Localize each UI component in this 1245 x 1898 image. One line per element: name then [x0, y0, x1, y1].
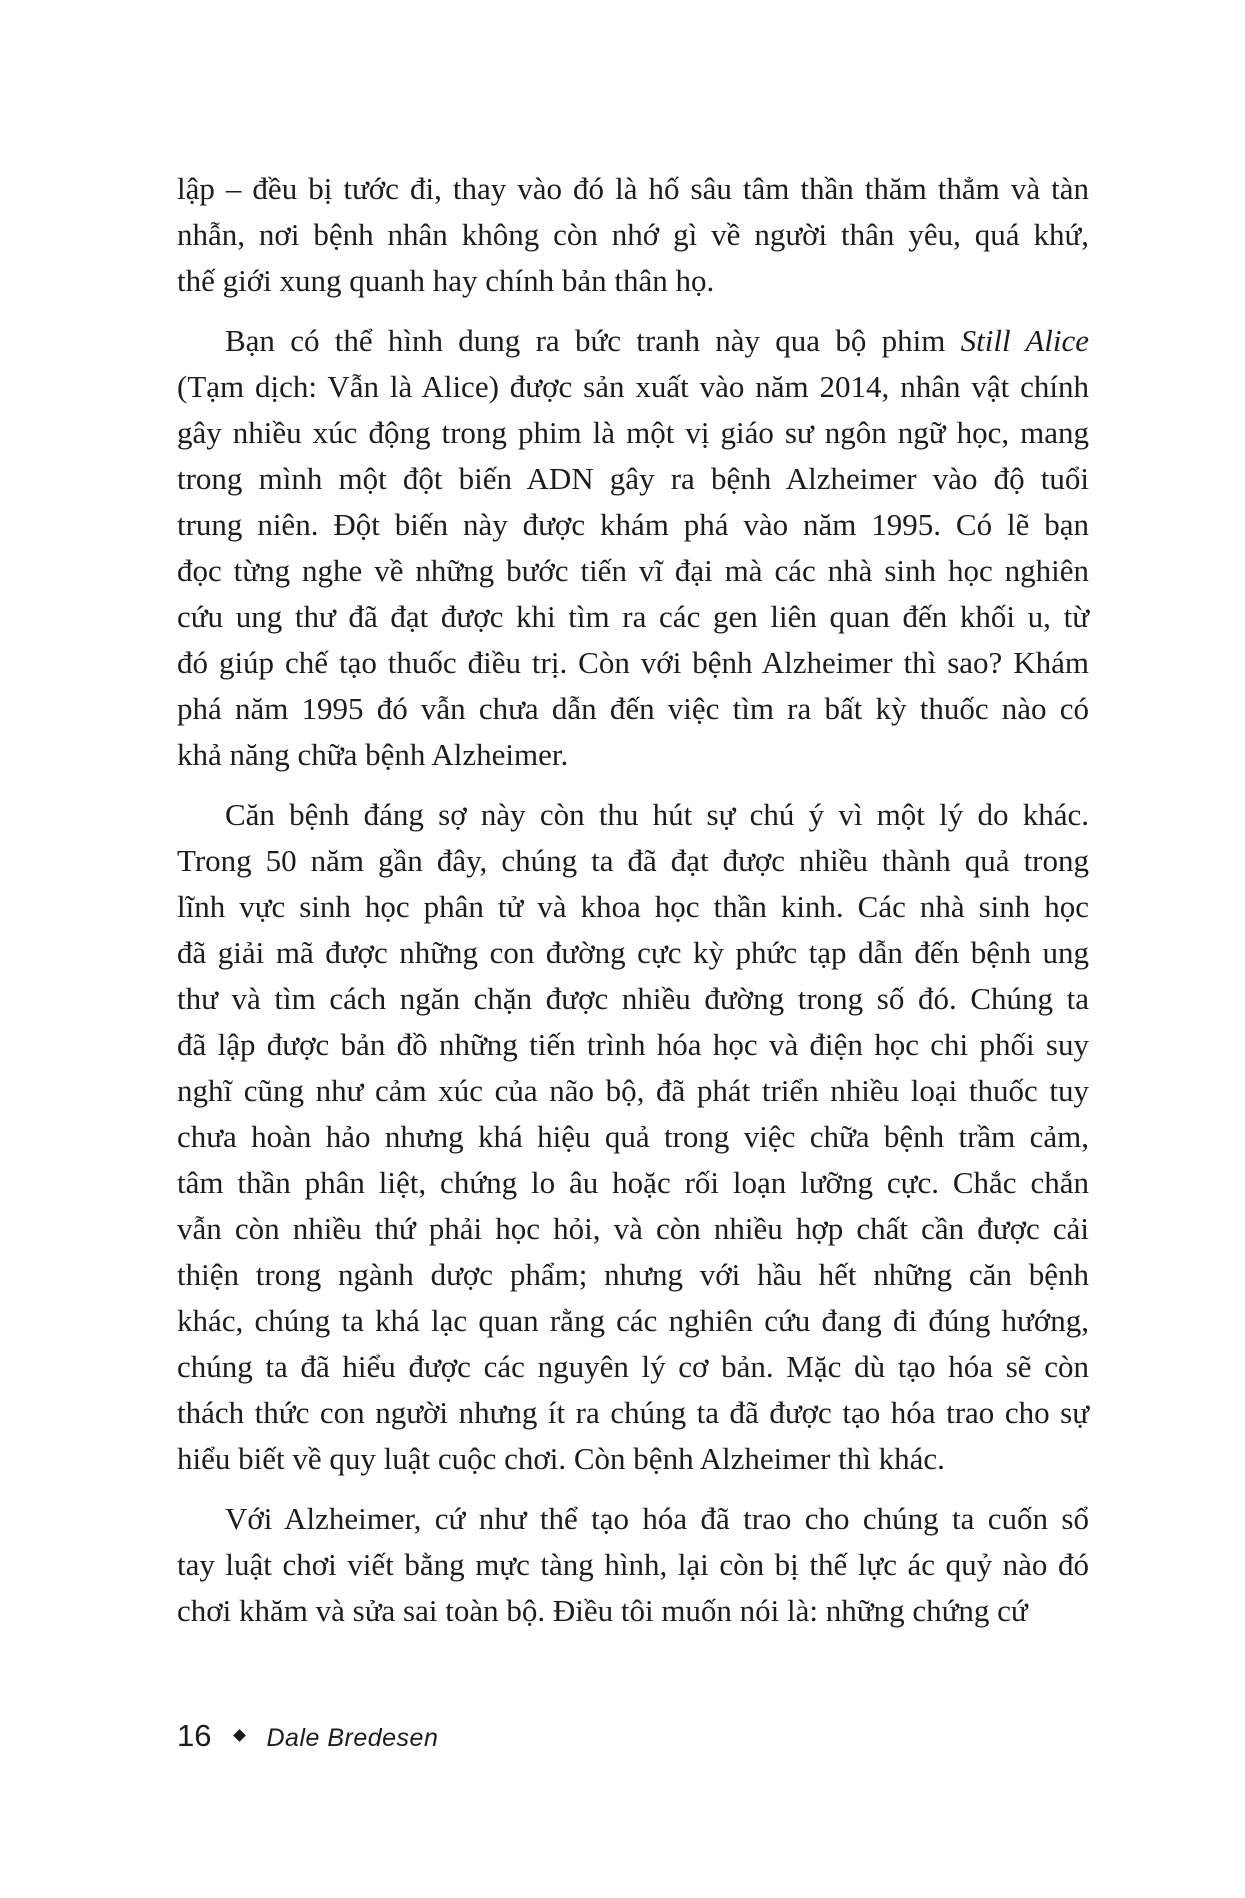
text-line: khả năng chữa bệnh Alzheimer.: [177, 737, 569, 772]
text-line: nhẫn, nơi bệnh nhân không còn nhớ gì về người thân yêu, quá khứ,: [177, 217, 1089, 252]
text-line: thế giới xung quanh hay chính bản thân họ.: [177, 263, 715, 298]
page-footer: [177, 1718, 438, 1754]
running-author: Dale Bredesen: [266, 1724, 439, 1752]
text-line: chơi khăm và sửa sai toàn bộ. Điều tôi muốn nói là: những chứng cứ: [177, 1593, 1028, 1628]
text-line: lập – đều bị tước đi, thay vào đó là hố sâu tâm thần thăm thẳm và tàn: [177, 171, 1089, 206]
text-line: Bạn có thể hình dung ra bức tranh này qua bộ phim Still Alice: [225, 323, 1089, 358]
text-line: đã giải mã được những con đường cực kỳ phức tạp dẫn đến bệnh ung: [177, 935, 1089, 970]
body-paragraph: [177, 792, 1089, 1482]
text-line: thư và tìm cách ngăn chặn được nhiều đường trong số đó. Chúng ta: [177, 981, 1089, 1016]
text-line: gây nhiều xúc động trong phim là một vị giáo sư ngôn ngữ học, mang: [177, 415, 1089, 450]
text-line: trung niên. Đột biến này được khám phá vào năm 1995. Có lẽ bạn: [177, 507, 1089, 542]
text-line: vẫn còn nhiều thứ phải học hỏi, và còn nhiều hợp chất cần được cải: [177, 1211, 1089, 1246]
text-line: đó giúp chế tạo thuốc điều trị. Còn với bệnh Alzheimer thì sao? Khám: [177, 645, 1089, 680]
text-line: đã lập được bản đồ những tiến trình hóa học và điện học chi phối suy: [177, 1027, 1089, 1062]
film-title: Still Alice: [960, 323, 1089, 358]
text-line: Căn bệnh đáng sợ này còn thu hút sự chú ý vì một lý do khác.: [225, 797, 1089, 832]
diamond-separator-icon: [234, 1729, 247, 1742]
text-line: nghĩ cũng như cảm xúc của não bộ, đã phát triển nhiều loại thuốc tuy: [177, 1073, 1089, 1108]
text-line: trong mình một đột biến ADN gây ra bệnh Alzheimer vào độ tuổi: [177, 461, 1089, 496]
text-line: Với Alzheimer, cứ như thể tạo hóa đã trao cho chúng ta cuốn sổ: [225, 1501, 1089, 1536]
body-paragraph: [177, 166, 1089, 304]
body-paragraph: [177, 1496, 1089, 1634]
page-body: [177, 166, 1089, 1634]
text-line: thiện trong ngành dược phẩm; nhưng với hầu hết những căn bệnh: [177, 1257, 1089, 1292]
text-line: cứu ung thư đã đạt được khi tìm ra các gen liên quan đến khối u, từ: [177, 599, 1089, 634]
text-line: tâm thần phân liệt, chứng lo âu hoặc rối loạn lưỡng cực. Chắc chắn: [177, 1165, 1089, 1200]
text-line: hiểu biết về quy luật cuộc chơi. Còn bệnh Alzheimer thì khác.: [177, 1441, 945, 1476]
text-line: Trong 50 năm gần đây, chúng ta đã đạt được nhiều thành quả trong: [177, 843, 1089, 878]
text-line: chúng ta đã hiểu được các nguyên lý cơ bản. Mặc dù tạo hóa sẽ còn: [177, 1349, 1089, 1384]
text-line: đọc từng nghe về những bước tiến vĩ đại mà các nhà sinh học nghiên: [177, 553, 1089, 588]
text-line: khác, chúng ta khá lạc quan rằng các nghiên cứu đang đi đúng hướng,: [177, 1303, 1089, 1338]
text-line: tay luật chơi viết bằng mực tàng hình, lại còn bị thế lực ác quỷ nào đó: [177, 1547, 1089, 1582]
text-line: phá năm 1995 đó vẫn chưa dẫn đến việc tìm ra bất kỳ thuốc nào có: [177, 691, 1089, 726]
text-line: chưa hoàn hảo nhưng khá hiệu quả trong việc chữa bệnh trầm cảm,: [177, 1119, 1089, 1154]
text-line: thách thức con người nhưng ít ra chúng ta đã được tạo hóa trao cho sự: [177, 1395, 1089, 1430]
body-paragraph: [177, 318, 1089, 778]
page-number: 16: [177, 1718, 212, 1753]
text-line: lĩnh vực sinh học phân tử và khoa học thần kinh. Các nhà sinh học: [177, 889, 1089, 924]
text-line: (Tạm dịch: Vẫn là Alice) được sản xuất vào năm 2014, nhân vật chính: [177, 369, 1089, 404]
